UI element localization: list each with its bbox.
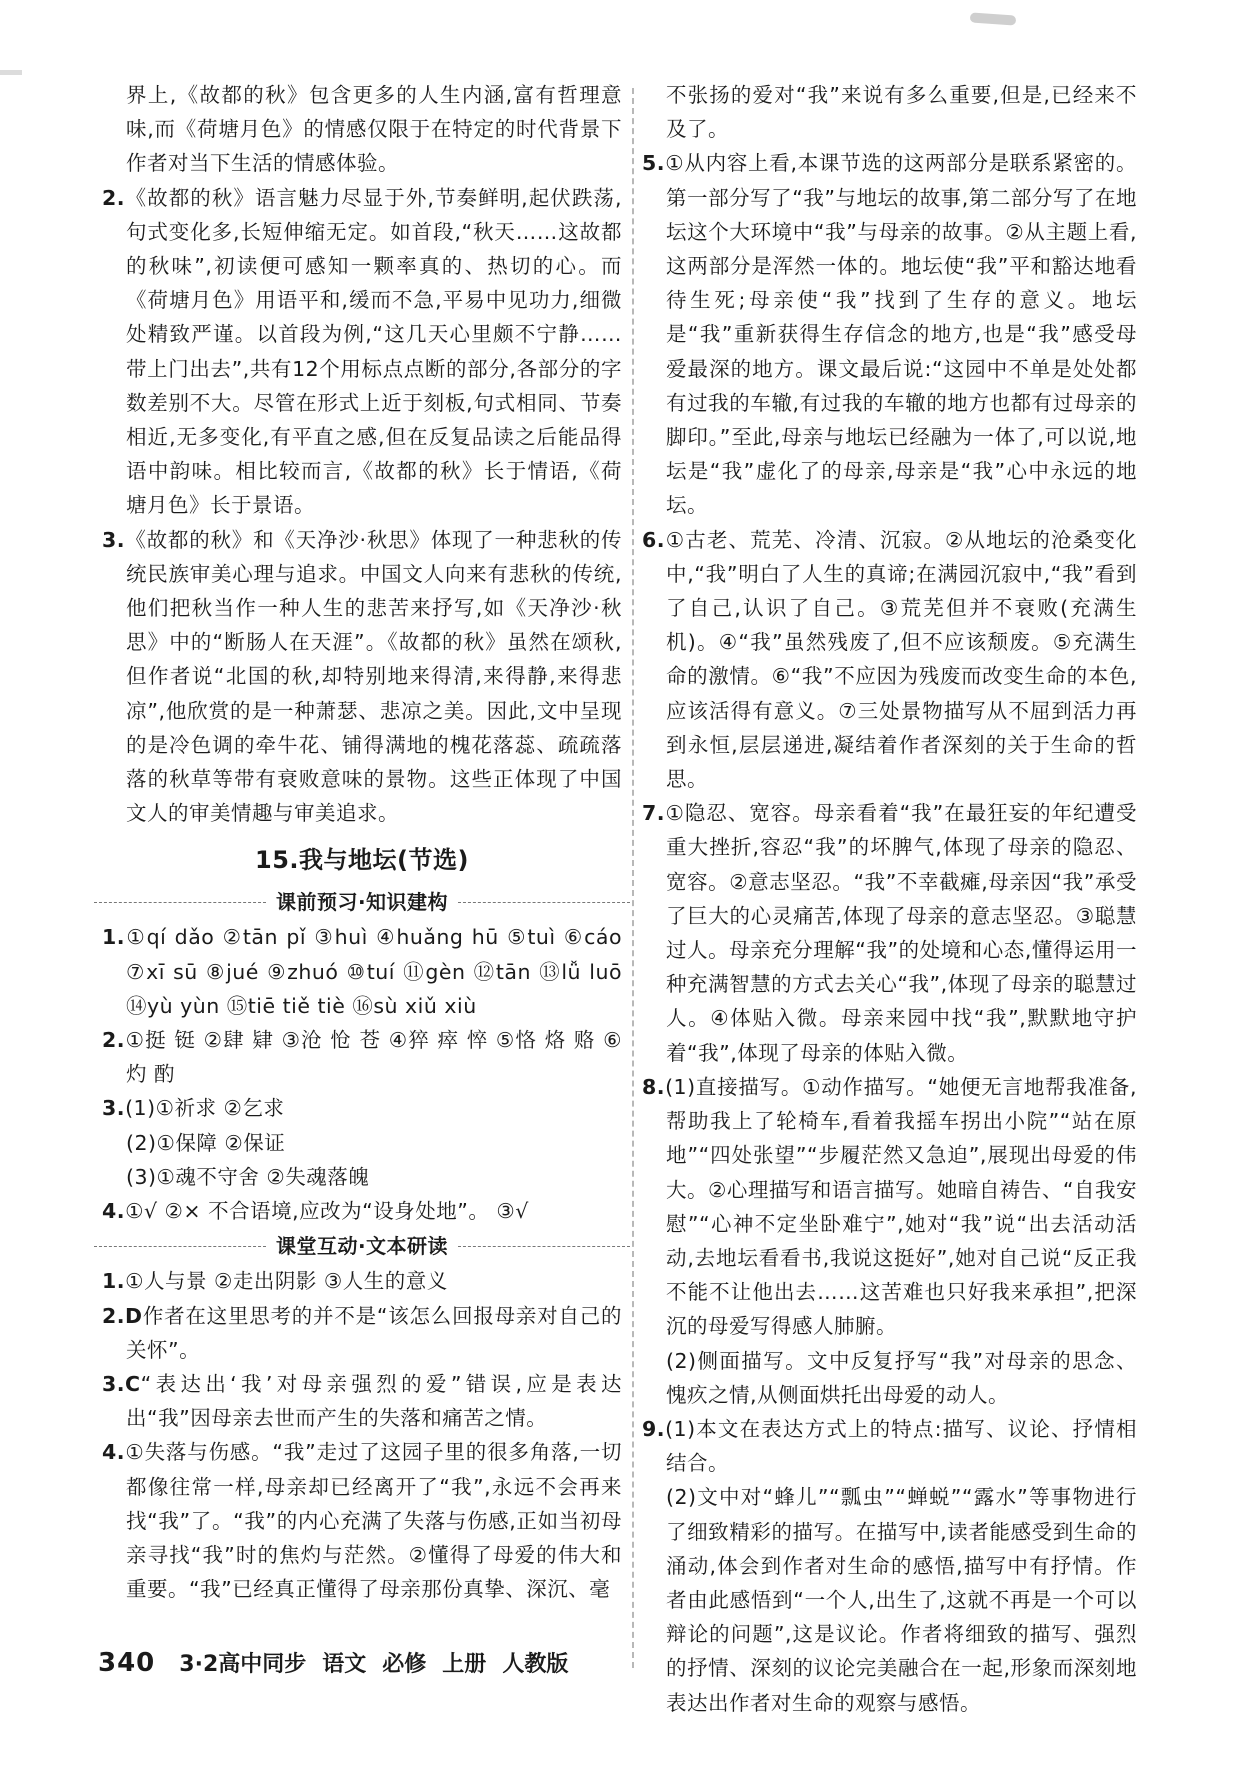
section-header bbox=[94, 1228, 630, 1264]
answer-number: 7. bbox=[642, 801, 666, 826]
scan-edge-mark bbox=[0, 70, 22, 75]
left-column bbox=[102, 78, 622, 1606]
answer-number: 4. bbox=[102, 1440, 126, 1465]
answer-item bbox=[102, 1435, 622, 1606]
section-header bbox=[94, 884, 630, 920]
answer-number: 4. bbox=[102, 1199, 126, 1224]
page-footer bbox=[98, 1647, 568, 1678]
answer-text: 《故都的秋》和《天净沙·秋思》体现了一种悲秋的传统民族审美心理与追求。中国文人向来有悲秋的传统,他们把秋当作一种人生的悲苦来抒写,如《天净沙·秋思》中的“断肠人在天涯”。《故都的秋》虽然在颂秋,但作者说“北国的秋,却特别地来得清,来得静,来得悲凉”,他欣赏的是一种萧瑟、悲凉之美。因此,文中呈现的是冷色调的牵牛花、铺得满地的槐花落蕊、疏疏落落的秋草等带有衰败意味的景物。这些正体现了中国文人的审美情趣与审美追求。 bbox=[125, 527, 622, 826]
column-divider bbox=[632, 88, 634, 1668]
answer-number: 3. bbox=[102, 527, 126, 552]
answer-item bbox=[642, 523, 1137, 797]
answer-item bbox=[102, 1194, 622, 1228]
answer-text: “表达出‘我’对母亲强烈的爱”错误,应是表达出“我”因母亲去世而产生的失落和痛苦之情。 bbox=[126, 1371, 622, 1431]
answer-text: ①qí dǎo ②tān pǐ ③huì ④huǎng hū ⑤tuì ⑥cáo ⑦xī sū ⑧jué ⑨zhuó ⑩tuí ⑪gèn ⑫tān ⑬lǚ luō ⑭yù yùn ⑮tiē tiě tiè ⑯sù xiǔ xiù bbox=[125, 925, 622, 1018]
answer-item bbox=[102, 523, 622, 831]
answer-paragraph: 界上,《故都的秋》包含更多的人生内涵,富有哲理意味,而《荷塘月色》的情感仅限于在特定的时代背景下作者对当下生活的情感体验。 bbox=[126, 83, 622, 176]
answer-number: 3. bbox=[102, 1096, 126, 1121]
answer-text: ①隐忍、宽容。母亲看着“我”在最狂妄的年纪遭受重大挫折,容忍“我”的坏脾气,体现了母亲的隐忍、宽容。②意志坚忍。“我”不幸截瘫,母亲因“我”承受了巨大的心灵痛苦,体现了母亲的意志坚忍。③聪慧过人。母亲充分理解“我”的处境和心态,懂得运用一种充满智慧的方式去关心“我”,体现了母亲的聪慧过人。④体贴入微。母亲来园中找“我”,默默地守护着“我”,体现了母亲的体贴入微。 bbox=[665, 801, 1137, 1065]
answer-text: ①失落与伤感。“我”走过了这园子里的很多角落,一切都像往常一样,母亲却已经离开了“我”,永远不会再来找“我”了。“我”的内心充满了失落与伤感,正如当初母亲寻找“我”时的焦灼与茫然。②懂得了母爱的伟大和重要。“我”已经真正懂得了母亲那份真挚、深沉、毫 bbox=[125, 1440, 622, 1602]
answer-number: 2. bbox=[102, 185, 126, 210]
scan-smudge bbox=[970, 12, 1017, 25]
answer-item bbox=[102, 1367, 622, 1435]
answer-paragraph: (2)侧面描写。文中反复抒写“我”对母亲的思念、愧疚之情,从侧面烘托出母爱的动人。 bbox=[666, 1348, 1137, 1407]
volume-label: 上册 bbox=[442, 1652, 487, 1677]
answer-text: ①人与景 ②走出阴影 ③人生的意义 bbox=[125, 1269, 448, 1294]
section-title: 课堂互动·文本研读 bbox=[275, 1234, 449, 1259]
answer-item bbox=[102, 1091, 622, 1125]
page-number: 340 bbox=[98, 1648, 156, 1678]
answer-text: ①√ ②× 不合语境,应改为“设身处地”。 ③√ bbox=[125, 1199, 529, 1224]
answer-text: 作者在这里思考的并不是“该怎么回报母亲对自己的关怀”。 bbox=[126, 1303, 622, 1362]
answer-number: 2. bbox=[102, 1028, 126, 1053]
answer-number: 6. bbox=[642, 527, 666, 552]
answer-text: (1)直接描写。①动作描写。“她便无言地帮我准备,帮助我上了轮椅车,看着我摇车拐出小院”“站在原地”“四处张望”“步履茫然又急迫”,展现出母爱的伟大。②心理描写和语言描写。她暗自祷告、“自我安慰”“心神不定坐卧难宁”,她对“我”说“出去活动活动,去地坛看看书,我说这挺好”,她对自己说“反正我不能不让他出去……这苦难也只好我来承担”,把深沉的母爱写得感人肺腑。 bbox=[665, 1074, 1137, 1339]
answer-number: 8. bbox=[642, 1074, 666, 1099]
dashed-rule bbox=[94, 902, 266, 903]
answer-item bbox=[642, 1412, 1137, 1480]
answer-paragraph: (2)①保障 ②保证 bbox=[126, 1130, 286, 1155]
answer-item bbox=[102, 181, 622, 523]
answer-item bbox=[102, 920, 622, 1023]
subject-label: 语文 bbox=[322, 1652, 367, 1677]
answer-number: 1. bbox=[102, 1269, 126, 1294]
answer-item bbox=[642, 146, 1137, 522]
answer-paragraph: (2)文中对“蜂儿”“瓢虫”“蝉蜕”“露水”等事物进行了细致精彩的描写。在描写中,读者能感受到生命的涌动,体会到作者对生命的感悟,描写中有抒情。作者由此感悟到“一个人,出生了,这就不再是一个可以辩论的问题”,这是议论。作者将细致的描写、强烈的抒情、深刻的议论完美融合在一起,形象而深刻地表达出作者对生命的观察与感悟。 bbox=[666, 1485, 1137, 1715]
section-title: 课前预习·知识建构 bbox=[275, 890, 449, 915]
answer-number: 1. bbox=[102, 925, 126, 950]
answer-item bbox=[642, 796, 1137, 1070]
answer-paragraph: 不张扬的爱对“我”来说有多么重要,但是,已经来不及了。 bbox=[666, 83, 1137, 142]
answer-number: 5. bbox=[642, 151, 666, 176]
answer-item bbox=[642, 1070, 1137, 1344]
answer-number: 3.C bbox=[102, 1371, 141, 1396]
answer-item bbox=[102, 1023, 622, 1091]
answer-text: 《故都的秋》语言魅力尽显于外,节奏鲜明,起伏跌荡,句式变化多,长短伸缩无定。如首段,“秋天……这故都的秋味”,初读便可感知一颗率真的、热切的心。而《荷塘月色》用语平和,缓而不急,平易中见功力,细微处精致严谨。以首段为例,“这几天心里颇不宁静……带上门出去”,共有12个用标点点断的部分,各部分的字数差别不大。尽管在形式上近于刻板,句式相同、节奏相近,无多变化,有平直之感,但在反复品读之后能品得语中韵味。相比较而言,《故都的秋》长于情语,《荷塘月色》长于景语。 bbox=[125, 185, 622, 518]
answer-text: (1)本文在表达方式上的特点:描写、议论、抒情相结合。 bbox=[665, 1416, 1137, 1476]
answer-text: ①挺 铤 ②肆 肄 ③沧 怆 苍 ④猝 瘁 悴 ⑤恪 烙 赂 ⑥灼 酌 bbox=[125, 1028, 622, 1087]
article-title: 15.我与地坛(节选) bbox=[255, 846, 469, 875]
answer-paragraph: (3)①魂不守舍 ②失魂落魄 bbox=[126, 1164, 370, 1189]
answer-text: (1)①祈求 ②乞求 bbox=[125, 1096, 285, 1121]
dashed-rule bbox=[458, 1246, 630, 1247]
answer-text: ①从内容上看,本课节选的这两部分是联系紧密的。第一部分写了“我”与地坛的故事,第二部分写了在地坛这个大环境中“我”与母亲的故事。②从主题上看,这两部分是浑然一体的。地坛使“我”平和豁达地看待生死;母亲使“我”找到了生存的意义。地坛是“我”重新获得生存信念的地方,也是“我”感受母爱最深的地方。课文最后说:“这园中不单是处处都有过我的车辙,有过我的车辙的地方也都有过母亲的脚印。”至此,母亲与地坛已经融为一体了,可以说,地坛是“我”虚化了的母亲,母亲是“我”心中永远的地坛。 bbox=[665, 151, 1137, 518]
edition-label: 人教版 bbox=[502, 1652, 569, 1677]
answer-number: 2.D bbox=[102, 1303, 143, 1328]
dashed-rule bbox=[94, 1246, 266, 1247]
answer-number: 9. bbox=[642, 1416, 666, 1441]
book-label: 必修 bbox=[382, 1652, 427, 1677]
answer-text: ①古老、荒芜、冷清、沉寂。②从地坛的沧桑变化中,“我”明白了人生的真谛;在满园沉寂中,“我”看到了自己,认识了自己。③荒芜但并不衰败(充满生机)。④“我”虽然残废了,但不应该颓废。⑤充满生命的激情。⑥“我”不应因为残废而改变生命的本色,应该活得有意义。⑦三处景物描写从不屈到活力再到永恒,层层递进,凝结着作者深刻的关于生命的哲思。 bbox=[665, 527, 1137, 792]
series-name: 3·2高中同步 bbox=[179, 1652, 307, 1677]
answer-item bbox=[102, 1264, 622, 1298]
right-column bbox=[642, 78, 1137, 1720]
dashed-rule bbox=[458, 902, 630, 903]
answer-item bbox=[102, 1299, 622, 1367]
